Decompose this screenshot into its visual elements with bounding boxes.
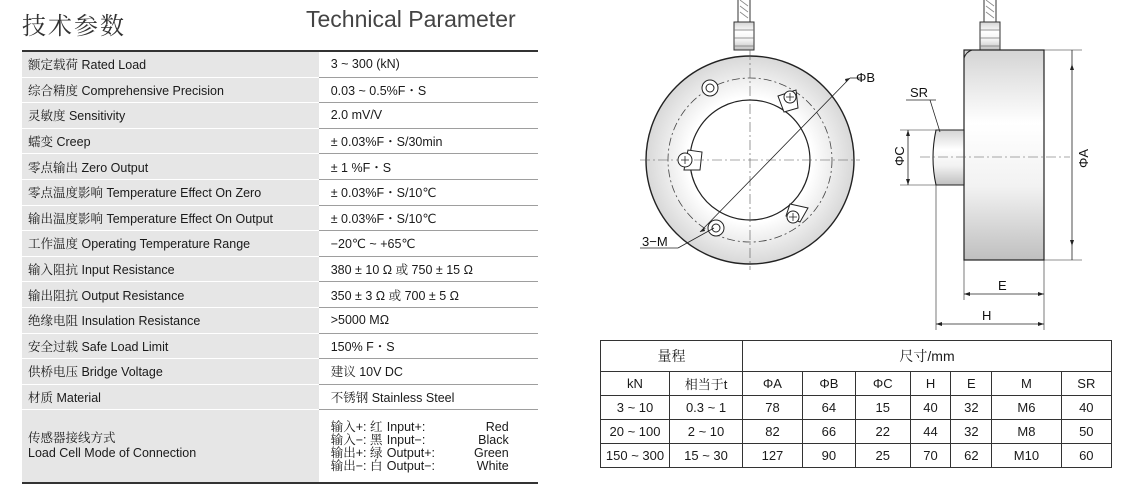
param-value: ± 1 %F・S xyxy=(319,154,538,180)
param-row xyxy=(22,231,538,257)
param-value: 0.03 ~ 0.5%F・S xyxy=(319,77,538,103)
param-row xyxy=(22,179,538,205)
connection-label xyxy=(22,410,319,484)
param-value: 150% F・S xyxy=(319,333,538,359)
param-value: ± 0.03%F・S/30min xyxy=(319,128,538,154)
param-row xyxy=(22,256,538,282)
dims-cell: 40 xyxy=(910,396,951,420)
connection-value xyxy=(319,410,538,484)
param-label: 输入阻抗 Input Resistance xyxy=(22,256,319,282)
param-label: 安全过载 Safe Load Limit xyxy=(22,333,319,359)
parameter-table xyxy=(22,52,538,484)
param-row xyxy=(22,103,538,129)
dims-cell: M8 xyxy=(992,420,1061,444)
side-view xyxy=(900,0,1082,330)
label-h: H xyxy=(982,308,992,323)
dims-cell: 50 xyxy=(1061,420,1111,444)
param-row xyxy=(22,154,538,180)
dims-cell: 127 xyxy=(743,444,803,468)
dims-cell: 64 xyxy=(802,396,855,420)
param-value: >5000 MΩ xyxy=(319,307,538,333)
param-value: ± 0.03%F・S/10℃ xyxy=(319,205,538,231)
param-label: 输出阻抗 Output Resistance xyxy=(22,282,319,308)
dims-cell: 70 xyxy=(910,444,951,468)
dims-col: M xyxy=(992,372,1061,396)
dims-cell: 3 ~ 10 xyxy=(601,396,670,420)
dims-cell: 25 xyxy=(855,444,910,468)
connection-row xyxy=(22,410,538,484)
wire-color: Red xyxy=(485,420,509,435)
param-value: 380 ± 10 Ω 或 750 ± 15 Ω xyxy=(319,256,538,282)
wire-zh: 输出−: 白 xyxy=(330,459,383,474)
param-label: 工作温度 Operating Temperature Range xyxy=(22,231,319,257)
param-value: −20℃ ~ +65℃ xyxy=(319,231,538,257)
param-label: 绝缘电阻 Insulation Resistance xyxy=(22,307,319,333)
param-row xyxy=(22,52,538,77)
dims-columns-row xyxy=(601,372,1112,396)
page-title-en: Technical Parameter xyxy=(306,6,516,32)
param-label: 供桥电压 Bridge Voltage xyxy=(22,359,319,385)
dims-header-row xyxy=(601,341,1112,372)
param-value: 建议 10V DC xyxy=(319,359,538,385)
dims-col: ΦB xyxy=(802,372,855,396)
param-row xyxy=(22,128,538,154)
dims-cell: 32 xyxy=(951,396,992,420)
dims-cell: 60 xyxy=(1061,444,1111,468)
param-value: 2.0 mV/V xyxy=(319,103,538,129)
page-title-zh: 技术参数 xyxy=(22,13,126,40)
dims-cell: 90 xyxy=(802,444,855,468)
param-value: 350 ± 3 Ω 或 700 ± 5 Ω xyxy=(319,282,538,308)
dims-cell: 32 xyxy=(951,420,992,444)
dims-cell: 62 xyxy=(951,444,992,468)
param-label: 灵敏度 Sensitivity xyxy=(22,103,319,129)
label-3-m: 3−M xyxy=(642,234,668,249)
connection-label-en: Load Cell Mode of Connection xyxy=(28,446,197,461)
wire-en: Output+: xyxy=(386,446,436,461)
param-label: 综合精度 Comprehensive Precision xyxy=(22,77,319,103)
param-row xyxy=(22,282,538,308)
param-label: 额定载荷 Rated Load xyxy=(22,52,319,77)
wire-zh: 输入+: 红 xyxy=(330,420,383,435)
dims-col: SR xyxy=(1061,372,1111,396)
wire-color: White xyxy=(476,459,509,474)
dims-col: 相当于t xyxy=(670,372,743,396)
front-view xyxy=(640,50,862,270)
dims-col: H xyxy=(910,372,951,396)
dims-cell: 82 xyxy=(743,420,803,444)
wire-en: Input−: xyxy=(386,433,426,448)
dims-cell: 150 ~ 300 xyxy=(601,444,670,468)
label-phi-b: ΦB xyxy=(856,70,876,85)
param-value: ± 0.03%F・S/10℃ xyxy=(319,179,538,205)
param-row xyxy=(22,333,538,359)
param-row xyxy=(22,384,538,410)
param-value: 3 ~ 300 (kN) xyxy=(319,52,538,77)
dims-cell: 0.3 ~ 1 xyxy=(670,396,743,420)
label-e: E xyxy=(998,278,1007,293)
label-phi-c: ΦC xyxy=(892,146,907,166)
dims-col: ΦC xyxy=(855,372,910,396)
table-row xyxy=(601,396,1112,420)
label-phi-a: ΦA xyxy=(1076,148,1091,168)
dims-cell: 20 ~ 100 xyxy=(601,420,670,444)
technical-drawing xyxy=(600,0,1120,335)
table-row xyxy=(601,420,1112,444)
param-label: 零点温度影响 Temperature Effect On Zero xyxy=(22,179,319,205)
param-row xyxy=(22,359,538,385)
dims-cell: M10 xyxy=(992,444,1061,468)
wire-en: Input+: xyxy=(386,420,426,435)
dims-cell: 15 xyxy=(855,396,910,420)
param-value: 不锈钢 Stainless Steel xyxy=(319,384,538,410)
dims-col: E xyxy=(951,372,992,396)
connection-grid xyxy=(331,421,538,473)
param-row xyxy=(22,307,538,333)
dims-header-range: 量程 xyxy=(601,341,743,372)
dims-cell: 78 xyxy=(743,396,803,420)
wire-color: Black xyxy=(478,433,509,448)
wire-en: Output−: xyxy=(386,459,436,474)
label-sr: SR xyxy=(910,85,929,100)
dims-col: kN xyxy=(601,372,670,396)
front-cable xyxy=(734,0,754,50)
param-row xyxy=(22,77,538,103)
wire-zh: 输出+: 绿 xyxy=(330,446,383,461)
wire-color: Green xyxy=(473,446,509,461)
dims-header-size: 尺寸/mm xyxy=(743,341,1112,372)
wire-zh: 输入−: 黑 xyxy=(330,433,383,448)
param-label: 蠕变 Creep xyxy=(22,128,319,154)
dims-cell: 2 ~ 10 xyxy=(670,420,743,444)
table-row xyxy=(601,444,1112,468)
param-label: 零点输出 Zero Output xyxy=(22,154,319,180)
dims-cell: 15 ~ 30 xyxy=(670,444,743,468)
param-row xyxy=(22,205,538,231)
param-label: 输出温度影响 Temperature Effect On Output xyxy=(22,205,319,231)
connection-label-zh: 传感器接线方式 xyxy=(28,431,116,446)
dims-cell: 66 xyxy=(802,420,855,444)
dims-cell: M6 xyxy=(992,396,1061,420)
param-label: 材质 Material xyxy=(22,384,319,410)
dims-col: ΦA xyxy=(743,372,803,396)
dims-cell: 40 xyxy=(1061,396,1111,420)
dims-cell: 44 xyxy=(910,420,951,444)
dimension-table xyxy=(600,340,1112,468)
dims-cell: 22 xyxy=(855,420,910,444)
